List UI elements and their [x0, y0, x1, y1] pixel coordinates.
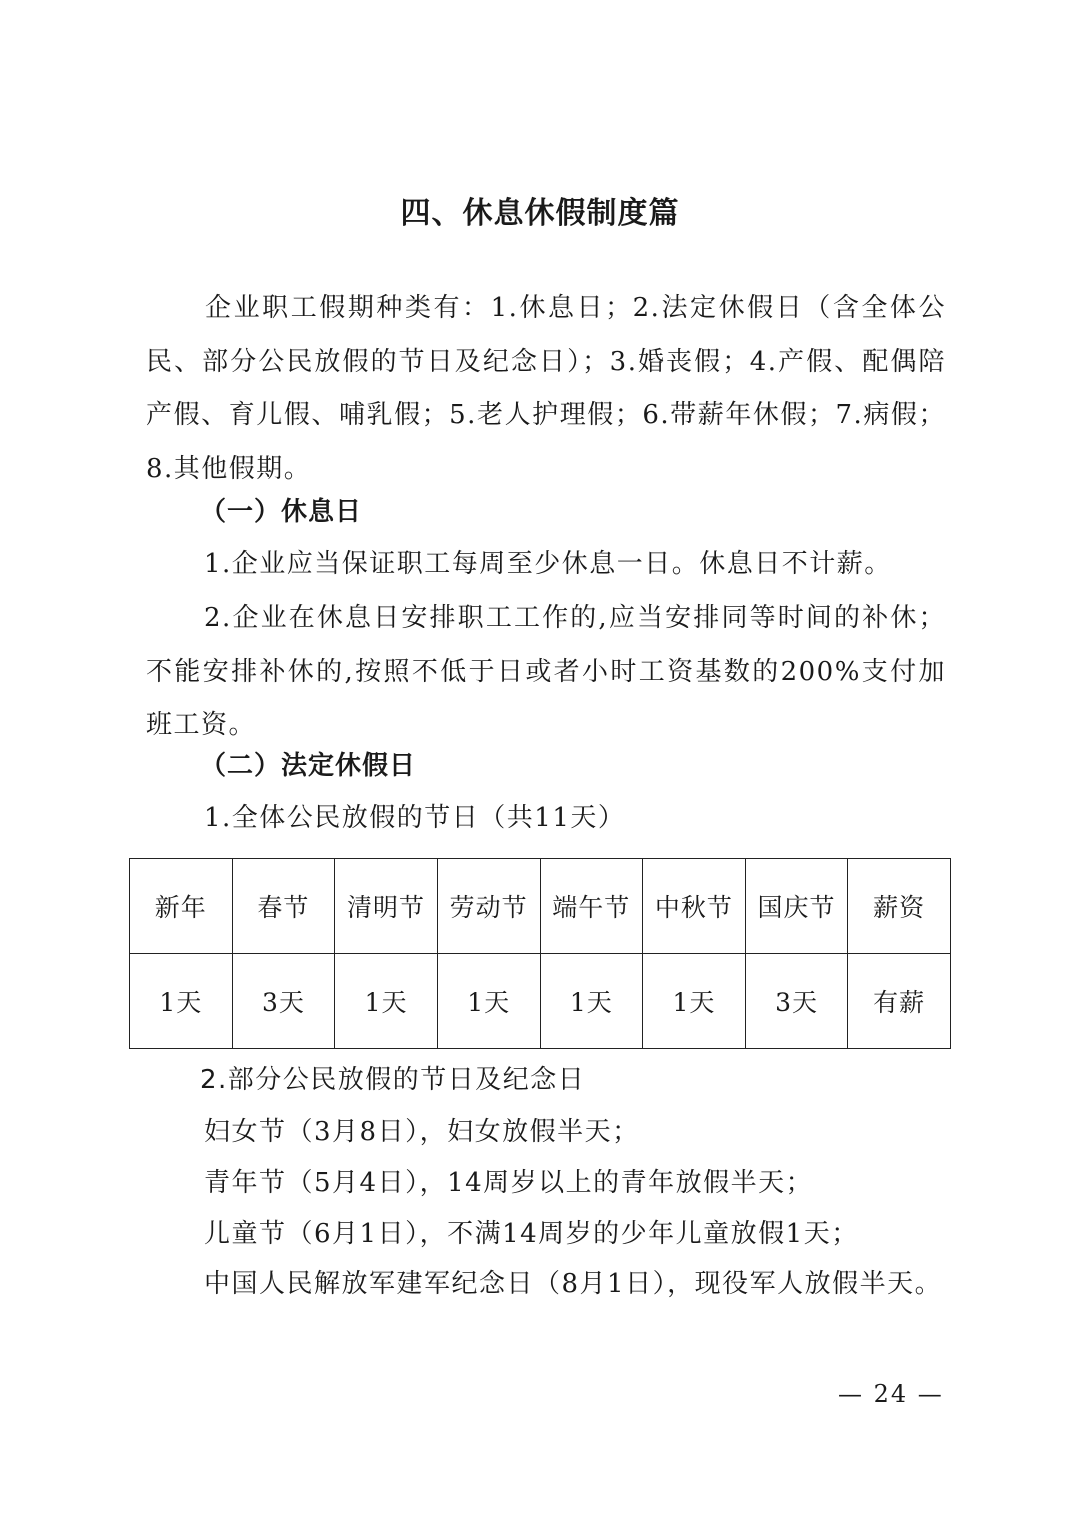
- intro-paragraph: [146, 282, 946, 496]
- table-cell: 1天: [335, 954, 438, 1049]
- table-cell: 国庆节: [745, 859, 848, 954]
- childrens-day-item: 儿童节（6月1日），不满14周岁的少年儿童放假1天；: [204, 1219, 859, 1249]
- table-cell: 有薪: [848, 954, 951, 1049]
- section-heading-rest-day: （一）休息日: [200, 497, 363, 527]
- table-cell: 1天: [130, 954, 233, 1049]
- youth-day-item: 青年节（5月4日），14周岁以上的青年放假半天；: [204, 1168, 814, 1198]
- table-cell: 3天: [232, 954, 335, 1049]
- subsection-title-national-holidays: 1.全体公民放假的节日（共11天）: [204, 803, 626, 833]
- table-row: [130, 954, 951, 1049]
- subsection-title-partial-holidays: 2.部分公民放假的节日及纪念日: [200, 1065, 586, 1095]
- table-cell: 春节: [232, 859, 335, 954]
- section-heading-statutory-holidays: （二）法定休假日: [200, 751, 417, 781]
- table-header-row: [130, 859, 951, 954]
- table-cell: 新年: [130, 859, 233, 954]
- table-cell: 劳动节: [437, 859, 540, 954]
- table-cell: 1天: [437, 954, 540, 1049]
- table-cell: 清明节: [335, 859, 438, 954]
- rest-day-item-2: 2.企业在休息日安排职工工作的,应当安排同等时间的补休；不能安排补休的,按照不低于日或者小时工资基数的200%支付加班工资。: [146, 603, 946, 740]
- womens-day-item: 妇女节（3月8日），妇女放假半天；: [204, 1117, 640, 1147]
- table-cell: 1天: [540, 954, 643, 1049]
- rest-day-item-1: 1.企业应当保证职工每周至少休息一日。休息日不计薪。: [204, 549, 892, 579]
- intro-text: 企业职工假期种类有：1.休息日；2.法定休假日（含全体公民、部分公民放假的节日及纪念日）；3.婚丧假；4.产假、配偶陪产假、育儿假、哺乳假；5.老人护理假；6.带薪年休假；7.病假；8.其他假期。: [146, 293, 946, 484]
- table-cell: 1天: [643, 954, 746, 1049]
- page-number: — 24 —: [838, 1380, 944, 1408]
- table-cell: 端午节: [540, 859, 643, 954]
- table-cell: 3天: [745, 954, 848, 1049]
- army-day-item: 中国人民解放军建军纪念日（8月1日），现役军人放假半天。: [204, 1269, 943, 1299]
- table-cell: 中秋节: [643, 859, 746, 954]
- page-title: 四、休息休假制度篇: [400, 196, 680, 231]
- table-cell: 薪资: [848, 859, 951, 954]
- holiday-table: [129, 858, 951, 1049]
